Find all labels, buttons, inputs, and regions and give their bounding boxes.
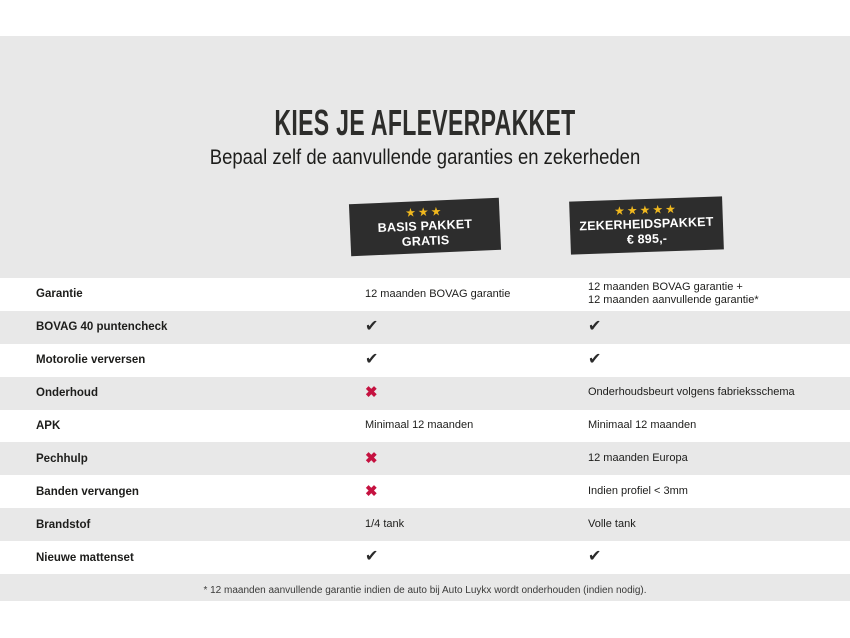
check-icon: ✔ (365, 350, 379, 368)
row-label: BOVAG 40 puntencheck (36, 321, 168, 334)
check-icon: ✔ (365, 548, 379, 566)
cross-icon: ✖ (365, 449, 378, 467)
cell-text: 12 maanden Europa (588, 452, 688, 465)
page-subtitle: Bepaal zelf de aanvullende garanties en zekerheden (209, 146, 641, 169)
comparison-table (0, 278, 850, 574)
row-label: Onderhoud (36, 387, 98, 400)
cell-text: 1/4 tank (365, 517, 405, 530)
package-price: € 895,- (626, 231, 668, 247)
table-row (0, 475, 850, 508)
zekerheid-cell (588, 352, 850, 369)
table-row (0, 278, 850, 311)
package-header-zekerheid (569, 196, 724, 254)
star-rating-icon: ★★★★★ (613, 201, 679, 219)
basis-cell (365, 451, 588, 468)
basis-cell (365, 288, 588, 302)
table-row (0, 311, 850, 344)
row-label: Nieuwe mattenset (36, 551, 134, 564)
star-rating-icon: ★★★ (404, 204, 444, 220)
page-title: KIES JE AFLEVERPAKKET (274, 102, 576, 143)
cell-text: Indien profiel < 3mm (588, 485, 688, 498)
cell-text: Volle tank (588, 517, 636, 530)
table-row (0, 442, 850, 475)
zekerheid-cell (588, 549, 850, 566)
check-icon: ✔ (588, 548, 602, 566)
zekerheid-cell (588, 319, 850, 336)
basis-cell (365, 484, 588, 501)
cell-text: Minimaal 12 maanden (365, 419, 474, 432)
zekerheid-cell (588, 419, 850, 433)
basis-cell (365, 385, 588, 402)
table-row (0, 508, 850, 541)
check-icon: ✔ (588, 350, 602, 368)
check-icon: ✔ (365, 318, 379, 336)
table-row (0, 541, 850, 574)
table-row (0, 377, 850, 410)
basis-cell (365, 352, 588, 369)
package-name: BASIS PAKKET (377, 216, 473, 236)
table-row (0, 410, 850, 443)
zekerheid-cell (588, 518, 850, 532)
package-header-basis (349, 198, 501, 256)
row-label: Pechhulp (36, 452, 88, 465)
basis-cell (365, 419, 588, 433)
zekerheid-cell (588, 386, 850, 400)
cell-text: Minimaal 12 maanden (588, 419, 697, 432)
cross-icon: ✖ (365, 383, 378, 401)
zekerheid-cell (588, 281, 850, 308)
cell-text: 12 maanden aanvullende garantie* (588, 294, 759, 307)
basis-cell (365, 549, 588, 566)
row-label: Brandstof (36, 518, 91, 531)
package-price: GRATIS (401, 232, 450, 250)
cell-text: 12 maanden BOVAG garantie (365, 287, 511, 300)
cell-text: 12 maanden BOVAG garantie + (588, 280, 743, 293)
package-name: ZEKERHEIDSPAKKET (579, 214, 714, 234)
row-label: Banden vervangen (36, 485, 139, 498)
cell-text: Onderhoudsbeurt volgens fabrieksschema (588, 386, 795, 399)
cross-icon: ✖ (365, 482, 378, 500)
table-row (0, 344, 850, 377)
row-label: Motorolie verversen (36, 354, 146, 367)
check-icon: ✔ (588, 318, 602, 336)
basis-cell (365, 319, 588, 336)
row-label: APK (36, 420, 61, 432)
footnote: * 12 maanden aanvullende garantie indien de auto bij Auto Luykx wordt onderhouden (indien nodig). (203, 585, 647, 596)
zekerheid-cell (588, 485, 850, 499)
row-label: Garantie (36, 288, 83, 301)
zekerheid-cell (588, 452, 850, 466)
basis-cell (365, 518, 588, 532)
